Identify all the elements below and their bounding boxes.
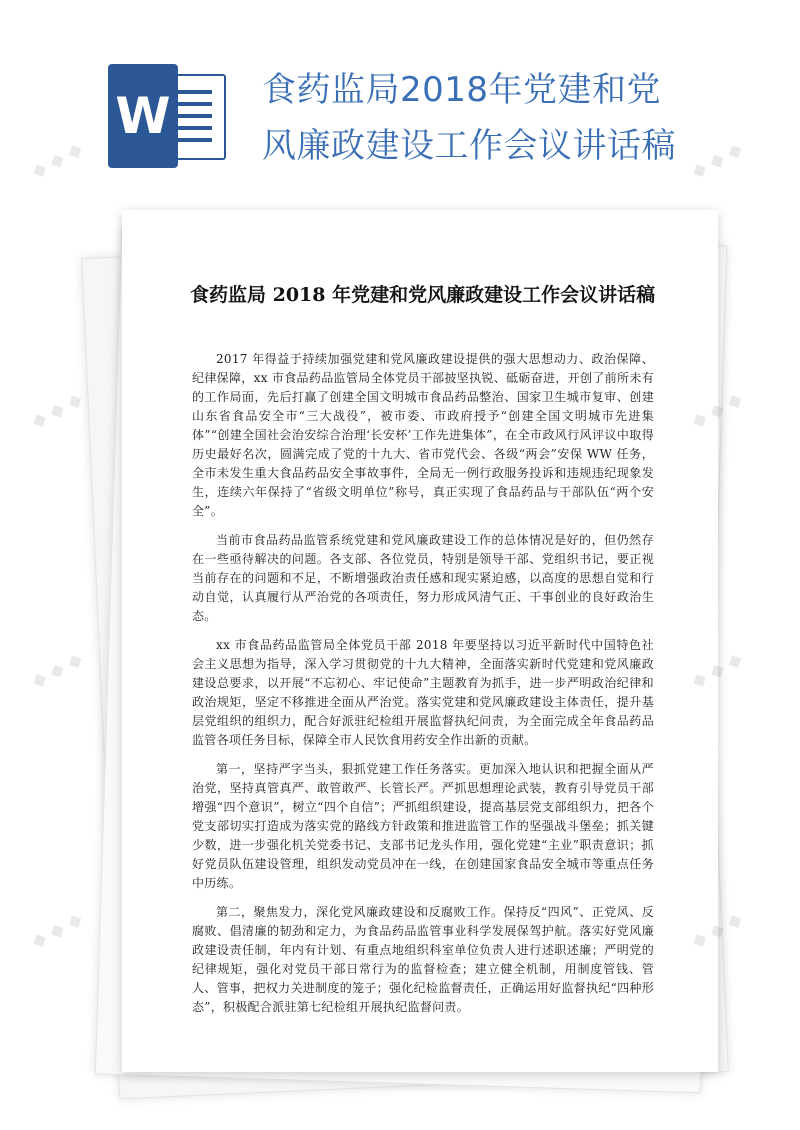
watermark-mark: ◆ [723, 648, 746, 674]
document-paragraph: xx 市食品药品监管局全体党员干部 2018 年要坚持以习近平新时代中国特色社会主义思想为指导，深入学习贯彻党的十九大精神，全面落实新时代党建和党风廉政建设总要求，以开展“不忘初心、牢记使命”主题教育为抓手，进一步严明政治纪律和政治规矩，坚定不移推进全面从严治党。落实党建和党风廉政建设主体责任，提升基层党组织的组织力，配合好派驻纪检组开展监督执纪问责，为全面完成全年食品药品监管各项任务目标，保障全市人民饮食用药安全作出新的贡献。 [192, 638, 654, 747]
document-page [122, 210, 718, 1072]
header-title-line-2: 风廉政建设工作会议讲话稿 [262, 126, 676, 166]
watermark-mark: ◆ ◆ ◆ [28, 648, 86, 693]
header-banner [0, 0, 800, 200]
header-title [262, 62, 782, 174]
document-paragraph: 第一，坚持严字当头，狠抓党建工作任务落实。更加深入地认识和把握全面从严治党，坚持真管真严、敢管敢严、长管长严。严抓思想理论武装，教育引导党员干部增强“四个意识”，树立“四个自信”；严抓组织建设，提高基层党支部组织力，把各个党支部切实打造成为落实党的路线方针政策和推进监管工作的坚强战斗堡垒；抓关键少数，进一步强化机关党委书记、支部书记龙头作用，强化党建“主业”职责意识；抓好党员队伍建设管理，组织发动党员冲在一线，在创建国家食品安全城市等重点任务中历练。 [192, 762, 654, 890]
document-paragraph: 2017 年得益于持续加强党建和党风廉政建设提供的强大思想动力、政治保障、纪律保障，xx 市食品药品监管局全体党员干部披坚执锐、砥砺奋进，开创了前所未有的工作局面，先后打赢了创建全国文明城市食品药品整治、国家卫生城市复审、创建山东省食品安全市“三大战役”，被市委、市政府授予“创建全国文明城市先进集体”“创建全国社会治安综合治理‘长安杯’工作先进集体”，在全市政风行风评议中取得历史最好名次，圆满完成了党的十九大、省市党代会、各级“两会”安保 WW 任务，全市未发生重大食品药品安全事故事件，全局无一例行政服务投诉和违规违纪现象发生，连续六年保持了“省级文明单位”称号，真正实现了食品药品与干部队伍“两个安全”。 [192, 352, 654, 518]
watermark-mark: ◆ ◆ ◆ [28, 388, 86, 433]
document-paragraph: 第二，聚焦发力，深化党风廉政建设和反腐败工作。保持反“四风”、正党风、反腐败、倡清廉的韧劲和定力，为食品药品监管事业科学发展保驾护航。落实好党风廉政建设责任制，年内有计划、有重点地组织科室单位负责人进行述职述廉；严明党的纪律规矩，强化对党员干部日常行为的监督检查；建立健全机制，用制度管钱、管人、管事，把权力关进制度的笼子；强化纪检监督责任，正确运用好监督执纪“四种形态”，积极配合派驻第七纪检组开展执纪监督问责。 [192, 905, 654, 1014]
watermark-mark: ◆ ◆ ◆ [28, 908, 86, 953]
word-document-icon [108, 64, 230, 168]
document-body [192, 350, 654, 1027]
word-icon-letter: W [108, 64, 178, 168]
header-title-line-1: 食药监局2018年党建和党 [262, 70, 662, 110]
watermark-mark: ◆ ◆ ◆ [28, 138, 86, 183]
document-paragraph: 当前市食品药品监管系统党建和党风廉政建设工作的总体情况是好的，但仍然存在一些亟待解决的问题。各支部、各位党员，特别是领导干部、党组织书记，要正视当前存在的问题和不足，不断增强政治责任感和现实紧迫感，以高度的思想自觉和行动自觉，认真履行从严治党的各项责任，努力形成风清气正、干事创业的良好政治生态。 [192, 533, 654, 623]
watermark-mark: ◆ ◆ ◆ [688, 138, 746, 183]
document-title: 食药监局 2018 年党建和党风廉政建设工作会议讲话稿 [190, 284, 656, 306]
watermark-mark: ◆ [723, 388, 746, 414]
watermark-mark: ◆ [723, 908, 746, 934]
